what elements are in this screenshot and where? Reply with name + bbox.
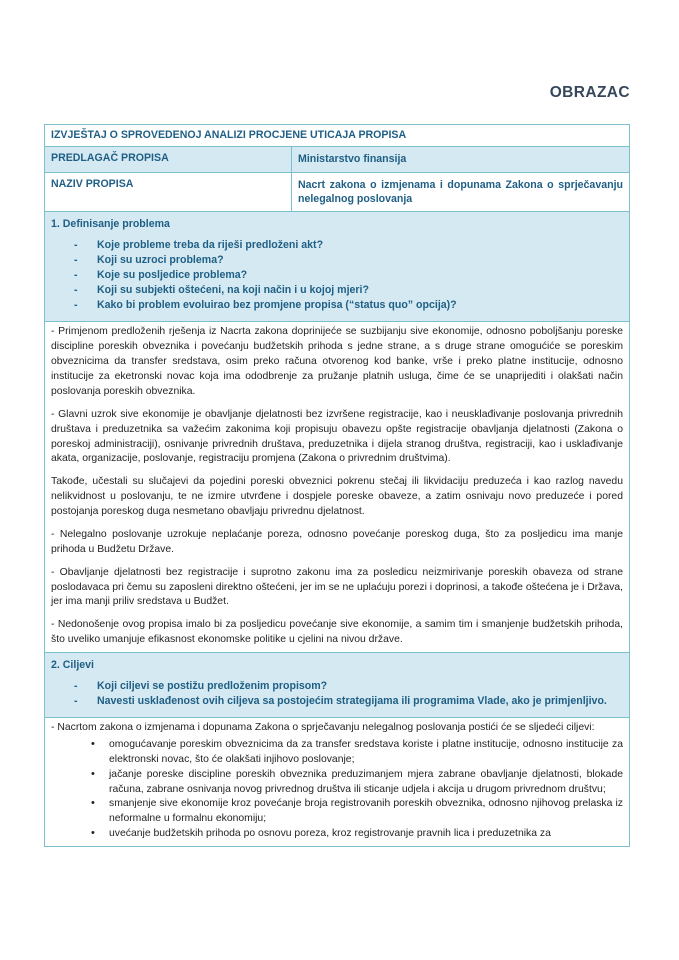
section-1-header-cell: [45, 212, 630, 322]
regulation-name-label: NAZIV PROPISA: [45, 173, 292, 212]
table-row: [45, 147, 630, 173]
dash-icon: -: [74, 254, 78, 267]
section-2-question-list: [51, 679, 623, 709]
list-item-label: Koji su subjekti oštećeni, na koji način i u kojoj mjeri?: [97, 284, 369, 297]
bullet-icon: •: [91, 827, 95, 840]
paragraph: - Primjenom predloženih rješenja iz Nacrta zakona doprinijeće se suzbijanju sive ekonomije, odnosno poboljšanju poreske discipline poreskih obveznika i povećanju budžetskih prihoda s jedne strane, a s druge strane omogućiće se poreskim obveznicima da transfer sredstava, osim preko računa otvorenog kod banke, vrše i preko platne institucije, odnosno institucije za eketronski novac koja ima ododbrenje za pružanje platnih usluga, čime će se unaprijediti i olakšati način poslovanja poreskih obveznika.: [51, 326, 623, 397]
list-item: [51, 797, 623, 827]
bullet-icon: •: [91, 797, 95, 810]
list-item-label: Navesti usklađenost ovih ciljeva sa postojećim strategijama ili programima Vlade, ako je primjenljivo.: [97, 695, 607, 708]
list-item: [51, 298, 623, 313]
list-item-label: Koje probleme treba da riješi predloženi akt?: [97, 239, 324, 252]
dash-icon: -: [74, 680, 78, 693]
dash-icon: -: [74, 239, 78, 252]
section-1-question-list: [51, 238, 623, 313]
proposer-label: PREDLAGAČ PROPISA: [45, 147, 292, 173]
list-item: [51, 827, 623, 842]
list-item: [51, 253, 623, 268]
table-row: [45, 173, 630, 212]
bullet-icon: •: [91, 737, 95, 750]
page-title: OBRAZAC: [549, 84, 630, 101]
list-item-label: Koji ciljevi se postižu predloženim propisom?: [97, 680, 328, 693]
list-item-label: omogućavanje poreskim obveznicima da za transfer sredstava koriste i platne institucije, odnosno institucije za elektronski novac, što će olakšati injihovo poslovanje;: [109, 738, 623, 765]
list-item: [51, 268, 623, 283]
section-2-body-cell: [45, 718, 630, 847]
table-row: [45, 125, 630, 147]
list-item: [51, 768, 623, 798]
paragraph: - Glavni uzrok sive ekonomije je obavljanje djelatnosti bez izvršene registracije, kao i neusklađivanje poslovanja privrednih društava i preduzetnika sa važećim zakonima koji propisuju obavezu opšte registracije obavljanja djelatnosti (Zakona o poreskoj administraciji), osnivanje privrednih društava, preduzetnika i dijela stranog društva, registraciji, kao i usklađivanje akata, organizacije, poslovanje, registraciju promjena (Zakona o privrednim društvima).: [51, 408, 623, 465]
list-item: [51, 679, 623, 694]
section-2-goal-list: [51, 738, 623, 842]
table-row: [45, 322, 630, 653]
paragraph: - Nacrtom zakona o izmjenama i dopunama Zakona o sprječavanju nelegalnog poslovanja postići će se sljedeći ciljevi:: [51, 722, 595, 734]
ria-report-table: [44, 124, 630, 847]
table-row: [45, 718, 630, 847]
table-row: [45, 653, 630, 718]
list-item-label: smanjenje sive ekonomije kroz povećanje broja registrovanih poreskih obveznika, odnosno njihovog prelaska iz neformalne u formalnu ekonomiju;: [109, 798, 623, 825]
section-1-title: 1. Definisanje problema: [51, 218, 170, 231]
list-item-label: Koje su posljedice problema?: [97, 269, 248, 282]
list-item-label: Koji su uzroci problema?: [97, 254, 224, 267]
section-2-title: 2. Ciljevi: [51, 659, 94, 672]
dash-icon: -: [74, 299, 78, 312]
dash-icon: -: [74, 284, 78, 297]
regulation-name-value: Nacrt zakona o izmjenama i dopunama Zakona o sprječavanju nelegalnog poslovanja: [292, 173, 630, 212]
report-title-cell: IZVJEŠTAJ O SPROVEDENOJ ANALIZI PROCJENE UTICAJA PROPISA: [45, 125, 630, 147]
proposer-value: Ministarstvo finansija: [292, 147, 630, 173]
list-item-label: jačanje poreske discipline poreskih obveznika preduzimanjem mjera zabrane obavljanje djelatnosti, blokade računa, zabrane osnivanja novog privrednog društva ili sticanje udjela i akcija u drugom privrednom društvu;: [109, 768, 623, 795]
paragraph: - Obavljanje djelatnosti bez registracije i suprotno zakonu ima za posledicu neizmirivanje poreskih obaveza od strane poslodavaca pri čemu su zaposleni direktno oštećeni, jer im se ne uplaćuju porezi i doprinosi, a takođe oštećena je i Država, jer ima manji priliv sredstava u Budžet.: [51, 566, 623, 608]
section-2-header-cell: [45, 653, 630, 718]
list-item: [51, 283, 623, 298]
dash-icon: -: [74, 695, 78, 708]
dash-icon: -: [74, 269, 78, 282]
paragraph: - Nelegalno poslovanje uzrokuje neplaćanje poreza, odnosno povećanje poreskog duga, što za posljedicu ima manje prihoda u Budžetu Države.: [51, 528, 623, 555]
list-item: [51, 738, 623, 768]
section-1-body-cell: [45, 322, 630, 653]
table-row: [45, 212, 630, 322]
list-item: [51, 238, 623, 253]
paragraph: - Nedonošenje ovog propisa imalo bi za posljedicu povećanje sive ekonomije, a samim tim i smanjenje budžetskih prihoda, što uveliko umanjuje efikasnost ekonomske politike u cjelini na nivou države.: [51, 619, 623, 646]
bullet-icon: •: [91, 767, 95, 780]
list-item: [51, 694, 623, 709]
list-item-label: uvećanje budžetskih prihoda po osnovu poreza, kroz registrovanje pravnih lica i preduzetnika za: [109, 828, 551, 840]
paragraph: Takođe, učestali su slučajevi da pojedini poreski obveznici pokrenu stečaj ili likvidaciju preduzeća i kao razlog navedu nelikvidnost u poslovanju, te ne izmire utvrđene i dospjele poreske obaveze, a zatim osnivaju novo preduzeće i pored postojanja poreskog duga nesmetano obavljaju privrednu djelatnost.: [51, 476, 623, 518]
list-item-label: Kako bi problem evoluirao bez promjene propisa (“status quo” opcija)?: [97, 299, 457, 312]
